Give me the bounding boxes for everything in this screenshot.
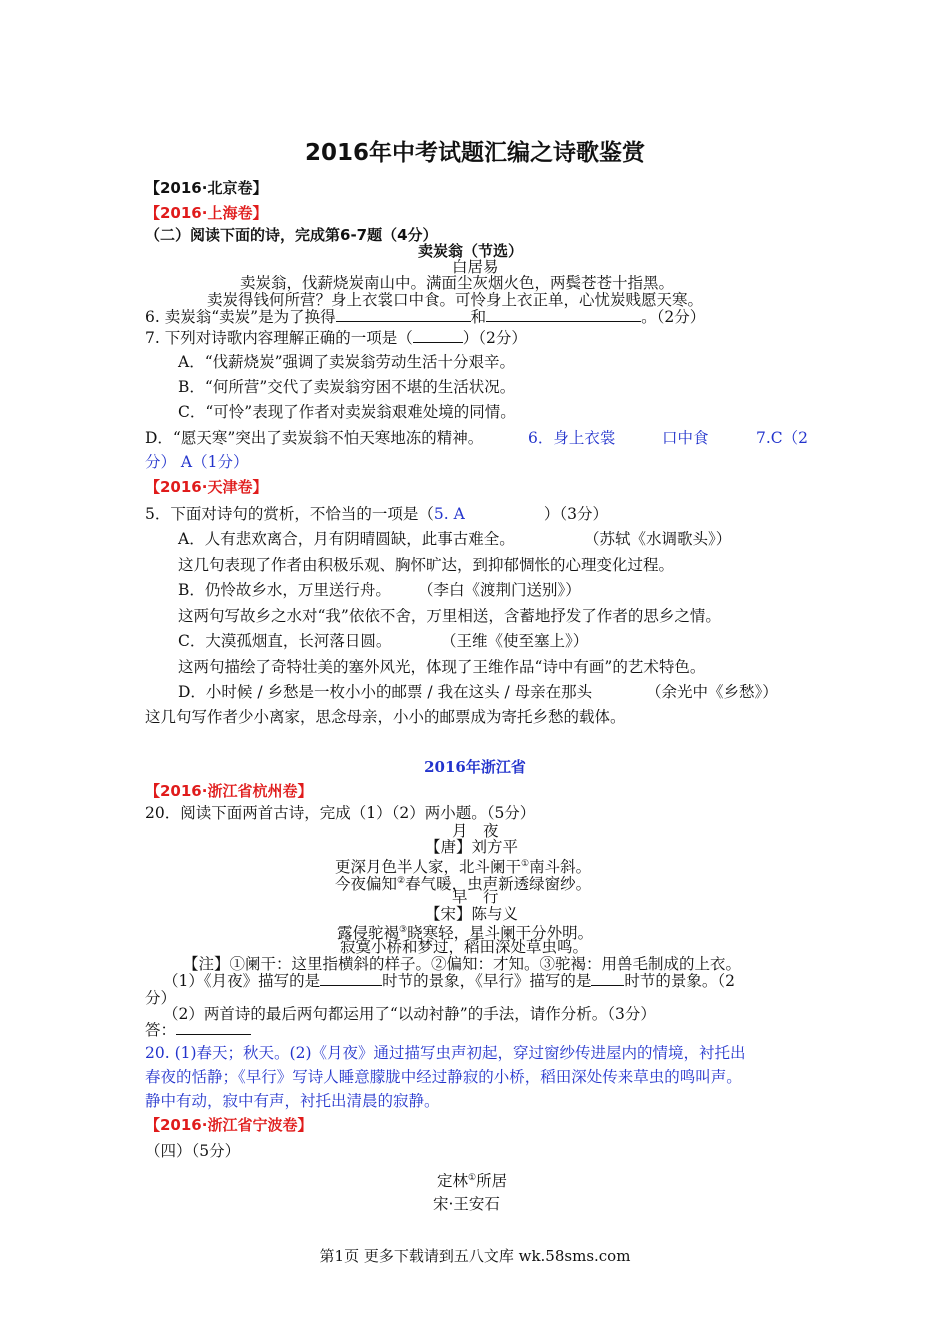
option-c-analysis: 这两句描绘了奇特壮美的塞外风光，体现了王维作品“诗中有画”的艺术特色。	[178, 658, 706, 676]
subquestion-2: （2）两首诗的最后两句都运用了“以动衬静”的手法，请作分析。（3分）	[163, 1005, 656, 1023]
answer-6: 6．身上衣裳	[528, 429, 616, 447]
section-ningbo: 【2016·浙江省宁波卷】	[145, 1116, 313, 1134]
poem-title-yueye: 月 夜	[452, 822, 499, 840]
poem-line: 今夜偏知②春气暖，虫声新透绿窗纱。	[335, 875, 592, 894]
poem-notes: 【注】①阑干：这里指横斜的样子。②偏知：才知。③驼褐：用兽毛制成的上衣。	[183, 955, 742, 973]
option-d-text: D．小时候 / 乡愁是一枚小小的邮票 / 我在这头 / 母亲在那头	[178, 683, 593, 701]
poem-author-chenyuyi: 【宋】陈与义	[425, 905, 519, 923]
poem-author-wanganshi: 宋·王安石	[433, 1195, 500, 1213]
poem-line: 更深月色半人家，北斗阑干①南斗斜。	[335, 858, 592, 877]
answer-20-line1: 20. (1)春天；秋天。(2)《月夜》通过描写虫声初起，穿过窗纱传进屋内的情境，衬托出	[145, 1044, 746, 1062]
answer-line: 答：	[145, 1020, 251, 1040]
option-b-source: （李白《渡荆门送别》）	[418, 581, 581, 599]
zhejiang-heading: 2016年浙江省	[424, 758, 526, 776]
question-5: 5．下面对诗句的赏析，不恰当的一项是（5. A ）（3分）	[145, 505, 608, 523]
poem-title-zaoxing: 早 行	[452, 888, 499, 906]
section-beijing: 【2016·北京卷】	[145, 179, 268, 197]
section-tianjin: 【2016·天津卷】	[145, 478, 268, 496]
answer-7: 7.C（2	[756, 429, 809, 447]
poem-line: 露侵驼褐③晓寒轻，星斗阑干分外明。	[337, 924, 594, 943]
option-a-analysis: 这几句表现了作者由积极乐观、胸怀旷达，到抑郁惆怅的心理变化过程。	[178, 556, 675, 574]
poem-line: 寂寞小桥和梦过，稻田深处草虫鸣。	[340, 938, 589, 956]
option-d-analysis: 这几句写作者少小离家，思念母亲，小小的邮票成为寄托乡愁的载体。	[145, 708, 626, 726]
option-b-analysis: 这两句写故乡之水对“我”依依不舍，万里相送，含蓄地抒发了作者的思乡之情。	[178, 607, 721, 625]
question-7: 7. 下列对诗歌内容理解正确的一项是（ ）（2分）	[145, 329, 527, 347]
question-20: 20．阅读下面两首古诗，完成（1）（2）两小题。（5分）	[145, 804, 536, 822]
option-d-source: （余光中《乡愁》）	[646, 683, 778, 701]
option-d: D．“愿天寒”突出了卖炭翁不怕天寒地冻的精神。	[145, 429, 484, 447]
answer-7-cont: 分） A（1分）	[145, 453, 249, 471]
answer-20-line3: 静中有动，寂中有声，衬托出清晨的寂静。	[145, 1092, 440, 1110]
poem-line: 卖炭得钱何所营？身上衣裳口中食。可怜身上衣正单，心忧炭贱愿天寒。	[207, 291, 704, 309]
poem-author-liufangping: 【唐】刘方平	[425, 838, 519, 856]
subquestion-1-cont: 分）	[145, 989, 177, 1007]
answer-20-line2: 春夜的恬静；《早行》写诗人睡意朦胧中经过静寂的小桥，稻田深处传来草虫的鸣叫声。	[145, 1068, 742, 1086]
subquestion-1: （1）《月夜》描写的是 时节的景象，《早行》描写的是 时节的景象。（2	[163, 972, 736, 990]
answer-6b: 口中食	[662, 429, 709, 447]
option-b-text: B．仍怜故乡水，万里送行舟。	[178, 581, 391, 599]
section-shanghai: 【2016·上海卷】	[145, 204, 268, 222]
option-b: B．“何所营”交代了卖炭翁穷困不堪的生活状况。	[178, 378, 516, 396]
option-c-text: C．大漠孤烟直，长河落日圆。	[178, 632, 392, 650]
page-title: 2016年中考试题汇编之诗歌鉴赏	[304, 140, 645, 166]
question-6: 6. 卖炭翁“卖炭”是为了换得 和 。（2分）	[145, 308, 706, 326]
ningbo-question: （四）（5分）	[145, 1142, 241, 1160]
poem-title-dinglin: 定林①所居	[437, 1172, 508, 1191]
option-c-source: （王维《使至塞上》）	[441, 632, 589, 650]
shanghai-intro: （二）阅读下面的诗，完成第6-7题（4分）	[145, 226, 438, 244]
poem-author-baijuyi: 白居易	[452, 258, 499, 276]
section-hangzhou: 【2016·浙江省杭州卷】	[145, 782, 313, 800]
option-a-source: （苏轼《水调歌头》）	[584, 530, 732, 548]
page-footer: 第1页 更多下载请到五八文库 wk.58sms.com	[319, 1247, 631, 1265]
option-a: A．“伐薪烧炭”强调了卖炭翁劳动生活十分艰辛。	[178, 353, 516, 371]
option-a-text: A．人有悲欢离合，月有阴晴圆缺，此事古难全。	[178, 530, 515, 548]
option-c: C．“可怜”表现了作者对卖炭翁艰难处境的同情。	[178, 403, 516, 421]
poem-title-maitanweng: 卖炭翁（节选）	[418, 242, 524, 260]
poem-line: 卖炭翁，伐薪烧炭南山中。满面尘灰烟火色，两鬓苍苍十指黑。	[240, 274, 675, 292]
